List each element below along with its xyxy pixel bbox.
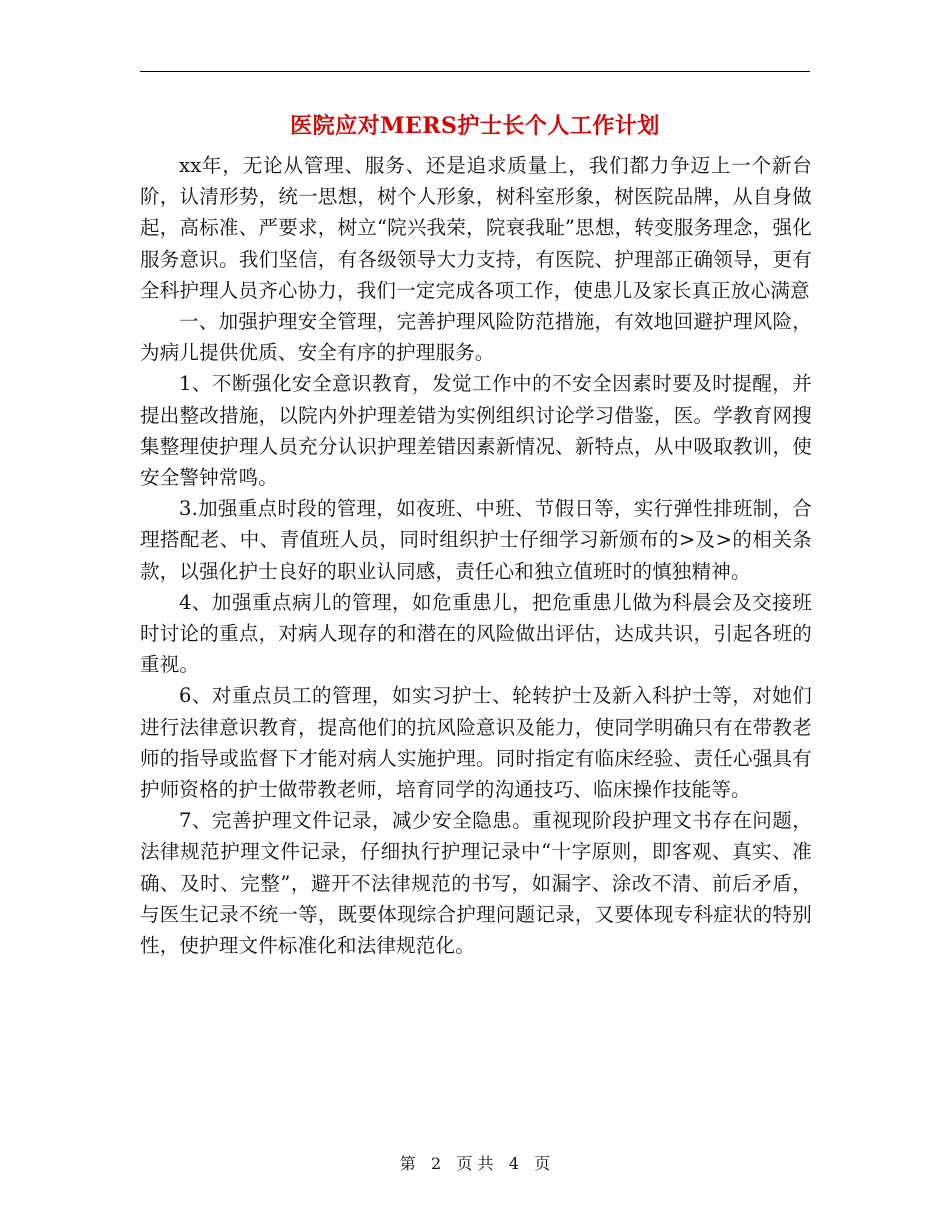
footer-middle: 页 共 bbox=[456, 1154, 494, 1173]
page-footer bbox=[140, 1152, 810, 1176]
paragraph-item-7: 7、完善护理文件记录，减少安全隐患。重视现阶段护理文书存在问题，法律规范护理文件记录，仔细执行护理记录中“十字原则，即客观、真实、准确、及时、完整”，避开不法律规范的书写，如漏字、涂改不清、前后矛盾，与医生记录不统一等，既要体现综合护理问题记录，又要体现专科症状的特别性，使护理文件标准化和法律规范化。 bbox=[140, 809, 812, 958]
paragraph-item-4: 4、加强重点病儿的管理，如危重患儿，把危重患儿做为科晨会及交接班时讨论的重点，对病人现存的和潜在的风险做出评估，达成共识，引起各班的重视。 bbox=[140, 590, 812, 677]
footer-current-page: 2 bbox=[430, 1154, 442, 1173]
paragraph-item-1: 1、不断强化安全意识教育，发觉工作中的不安全因素时要及时提醒，并提出整改措施，以院内外护理差错为实例组织讨论学习借鉴，医。学教育网搜集整理使护理人员充分认识护理差错因素新情况、新特点，从中吸取教训，使安全警钟常鸣。 bbox=[140, 372, 812, 490]
footer-prefix: 第 bbox=[399, 1154, 416, 1173]
paragraph-section-1: 一、加强护理安全管理，完善护理风险防范措施，有效地回避护理风险，为病儿提供优质、安全有序的护理服务。 bbox=[140, 310, 812, 365]
document-title: 医院应对MERS护士长个人工作计划 bbox=[290, 113, 660, 139]
footer-suffix: 页 bbox=[534, 1154, 551, 1173]
paragraph-intro: xx年，无论从管理、服务、还是追求质量上，我们都力争迈上一个新台阶，认清形势，统一思想，树个人形象，树科室形象，树医院品牌，从自身做起，高标准、严要求，树立“院兴我荣，院衰我耻”思想，转变服务理念，强化服务意识。我们坚信，有各级领导大力支持，有医院、护理部正确领导，更有全科护理人员齐心协力，我们一定完成各项工作，使患儿及家长真正放心满意 bbox=[140, 154, 812, 302]
paragraph-item-6: 6、对重点员工的管理，如实习护士、轮转护士及新入科护士等，对她们进行法律意识教育，提高他们的抗风险意识及能力，使同学明确只有在带教老师的指导或监督下才能对病人实施护理。同时指定有临床经验、责任心强具有护师资格的护士做带教老师，培育同学的沟通技巧、临床操作技能等。 bbox=[140, 684, 812, 802]
paragraph-item-3: 3.加强重点时段的管理，如夜班、中班、节假日等，实行弹性排班制，合理搭配老、中、青值班人员，同时组织护士仔细学习新颁布的>及>的相关条款，以强化护士良好的职业认同感，责任心和独立值班时的慎独精神。 bbox=[140, 497, 812, 583]
document-body bbox=[140, 150, 812, 961]
footer-total-pages: 4 bbox=[508, 1154, 520, 1173]
header-rule bbox=[140, 71, 810, 72]
